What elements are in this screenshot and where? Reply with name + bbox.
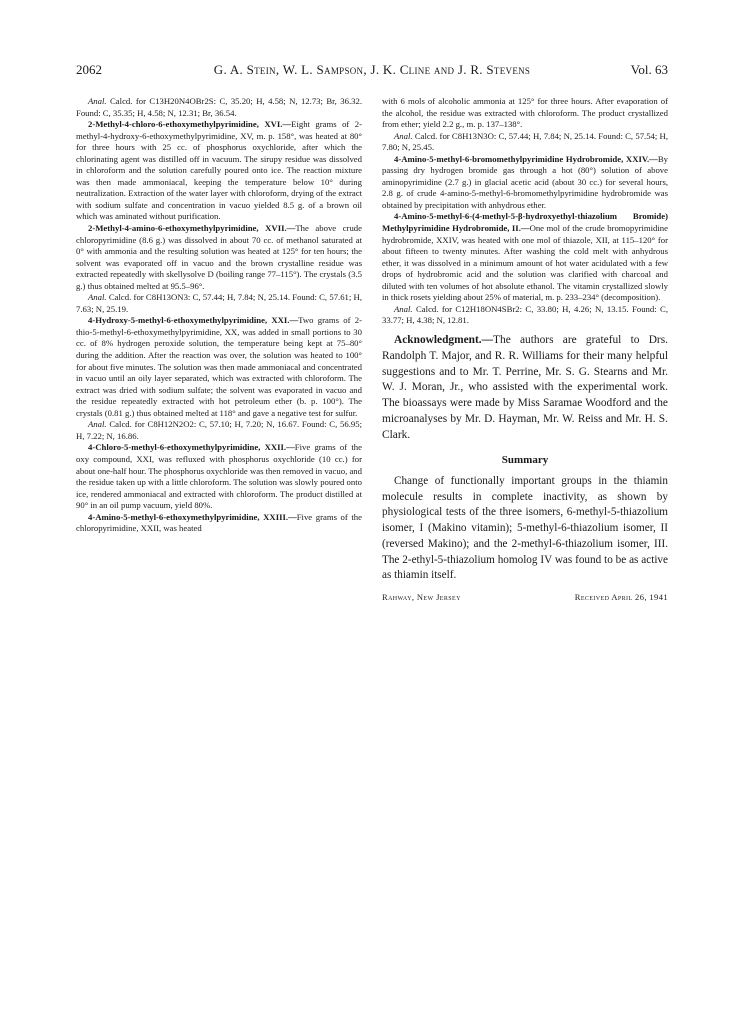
section-text: The above crude chloropyrimidine (8.6 g.) was dissolved in about 70 cc. of methanol saturated at 0° with ammonia and the resulting solution was heated at 125° for ten hours; the solvent was evaporated off in vacuo and the brown crystalline residue was extracted repeatedly with skellysolve D (boiling range 77–115°). The crystals (3.5 g.) thus obtained melted at 95.5–96°.	[76, 223, 362, 291]
section-text: Five grams of the oxy compound, XXI, was refluxed with phosphorus oxychloride (10 cc.) for about one-half hour. The phosphorus oxychloride was then removed in vacuo, and the residue taken up with a little chloroform. The solution was slowly poured onto ice, rendered ammoniacal and extracted with chloroform. The product distilled at 90° in an oil pump vacuum, yield 80%.	[76, 442, 362, 511]
section-paragraph	[76, 315, 362, 419]
right-column	[382, 96, 668, 604]
anal-label: Anal.	[394, 130, 413, 141]
section-title: 4-Hydroxy-5-methyl-6-ethoxymethylpyrimidine, XXI.—	[88, 315, 299, 326]
location-label: Rahway, New Jersey	[382, 591, 461, 602]
section-title: 2-Methyl-4-chloro-6-ethoxymethylpyrimidine, XVI.—	[88, 119, 292, 130]
section-text: Two grams of 2-thio-5-methyl-6-ethoxymethylpyrimidine, XX, was added in small portions to 30 cc. of 8% hydrogen peroxide solution, the temperature being kept at 75–80° during the addition. After the reaction was over, the solution was heated to 100° for about five minutes. The solution was then made ammoniacal and concentrated in vacuo until an oily layer separated, which was extracted with chloroform. The extract was dried with sodium sulfate; the solvent was evaporated in vacuo and the residue repeatedly extracted with hot petroleum ether (b. p. 100°). The crystals (0.81 g.) thus obtained melted at 118° and gave a negative test for sulfur.	[76, 315, 362, 418]
section-paragraph	[382, 211, 668, 303]
section-paragraph	[76, 442, 362, 511]
acknowledgment-paragraph	[382, 333, 668, 444]
continued-paragraph: with 6 mols of alcoholic ammonia at 125° for three hours. After evaporation of the alcohol, the residue was extracted with chloroform. The product crystallized from ether; yield 2.2 g., m. p. 137–138°.	[382, 96, 668, 130]
anal-label: Anal.	[394, 303, 413, 314]
analysis-paragraph	[76, 292, 362, 315]
volume-label: Vol. 63	[630, 62, 668, 77]
anal-label: Anal.	[88, 96, 107, 106]
section-title: 4-Amino-5-methyl-6-(4-methyl-5-β-hydroxyethyl-thiazolium Bromide) Methylpyrimidine Hydrobromide, II.—	[382, 211, 668, 234]
summary-heading: Summary	[501, 453, 549, 466]
anal-text: Calcd. for C8H13ON3: C, 57.44; H, 7.84; N, 25.14. Found: C, 57.61; H, 7.63; N, 25.19.	[76, 292, 363, 314]
left-column	[76, 96, 362, 535]
anal-text: Calcd. for C8H12N2O2: C, 57.10; H, 7.20; N, 16.67. Found: C, 56.95; H, 7.22; N, 16.86.	[76, 419, 363, 441]
received-date: Received April 26, 1941	[574, 591, 668, 602]
anal-text: Calcd. for C8H13N3O: C, 57.44; H, 7.84; N, 25.14. Found: C, 57.54; H, 7.80; N, 25.45.	[382, 130, 669, 153]
footer-line	[382, 592, 668, 604]
section-text: Five grams of the chloropyrimidine, XXII, was heated	[76, 511, 362, 534]
section-paragraph	[76, 512, 362, 535]
analysis-paragraph	[76, 96, 362, 119]
section-title: 2-Methyl-4-amino-6-ethoxymethylpyrimidine, XVII.—	[88, 223, 296, 234]
analysis-paragraph	[76, 419, 362, 442]
summary-text: Change of functionally important groups in the thiamin molecule results in complete inactivity, as shown by physiological tests of the three isomers, 6-methyl-5-thiazolium isomer, I (Makino vitamin); 5-methyl-6-thiazolium isomer, II (reversed Makino); and the 2-methyl-6-thiazolium isomer, III. The 2-ethyl-5-thiazolium homolog IV was found to be as active as thiamin itself.	[382, 475, 668, 582]
section-title: 4-Chloro-5-methyl-6-ethoxymethylpyrimidine, XXII.—	[88, 442, 295, 453]
anal-label: Anal.	[88, 419, 107, 430]
section-text: By passing dry hydrogen bromide gas through a hot (80°) solution of above aminopyrimidine (2.7 g.) in glacial acetic acid (about 30 cc.) for several hours, 2.8 g. of crude 4-amino-5-methyl-6-bromomethylpyrimidine hydrobromide was obtained by precipitation with anhydrous ether.	[382, 153, 668, 210]
section-text: Eight grams of 2-methyl-4-hydroxy-6-ethoxymethylpyrimidine, XV, m. p. 158°, was heated at 80° for three hours with 25 cc. of phosphorus oxychloride, after which the chlorinating agent was distilled off in vacuum. The sirupy residue was dissolved in chloroform and the solution carefully poured onto ice. The reaction mixture was then made ammoniacal, keeping the temperature below 10° during neutralization. Extraction of the water layer with chloroform, drying of the extract with sodium sulfate and concentration in vacuo yielded 8.5 g. of a brown oil which was aminated without purification.	[76, 119, 362, 222]
acknowledgment-title: Acknowledgment.—	[394, 333, 494, 346]
running-authors: G. A. Stein, W. L. Sampson, J. K. Cline and J. R. Stevens	[213, 62, 531, 77]
page-header	[76, 62, 668, 78]
analysis-paragraph	[382, 304, 668, 327]
section-title: 4-Amino-5-methyl-6-ethoxymethylpyrimidine, XXIII.—	[88, 511, 297, 522]
analysis-paragraph	[382, 131, 668, 154]
section-paragraph	[382, 154, 668, 212]
section-text: One mol of the crude bromopyrimidine hydrobromide, XXIV, was heated with one mol of thiazole, XII, at 115–120° for about fifteen to twenty minutes. After washing the cold melt with anhydrous ether, it was dissolved in a minimum amount of hot water acidulated with a few drops of hydrobromic acid and the solution was clarified with charcoal and diluted with ten volumes of hot absolute ethanol. The vitamin crystallized slowly in thick rosets yielding about 25% of material, m. p. 233–234° (decomposition).	[382, 223, 669, 303]
section-paragraph	[76, 119, 362, 223]
anal-text: Calcd. for C13H20N4OBr2S: C, 35.20; H, 4.58; N, 12.73; Br, 36.32. Found: C, 35.35; H, 4.58; N, 12.31; Br, 36.54.	[76, 96, 362, 118]
anal-label: Anal.	[88, 292, 107, 303]
acknowledgment-text: The authors are grateful to Drs. Randolph T. Major, and R. R. Williams for their many helpful suggestions and to Mr. T. Perrine, Mr. S. G. Stearns and Mr. W. J. Moran, Jr., who assisted with the experimental work. The bioassays were made by Miss Saramae Woodford and the microanalyses by Mr. D. Hayman, Mr. W. Reiss and Mr. H. S. Clark.	[382, 333, 668, 441]
page-number: 2062	[76, 62, 102, 77]
section-paragraph	[76, 223, 362, 292]
anal-text: Calcd. for C12H18ON4SBr2: C, 33.80; H, 4.26; N, 13.15. Found: C, 33.77; H, 4.38; N, 12.81.	[382, 303, 669, 326]
section-title: 4-Amino-5-methyl-6-bromomethylpyrimidine Hydrobromide, XXIV.—	[394, 153, 658, 164]
